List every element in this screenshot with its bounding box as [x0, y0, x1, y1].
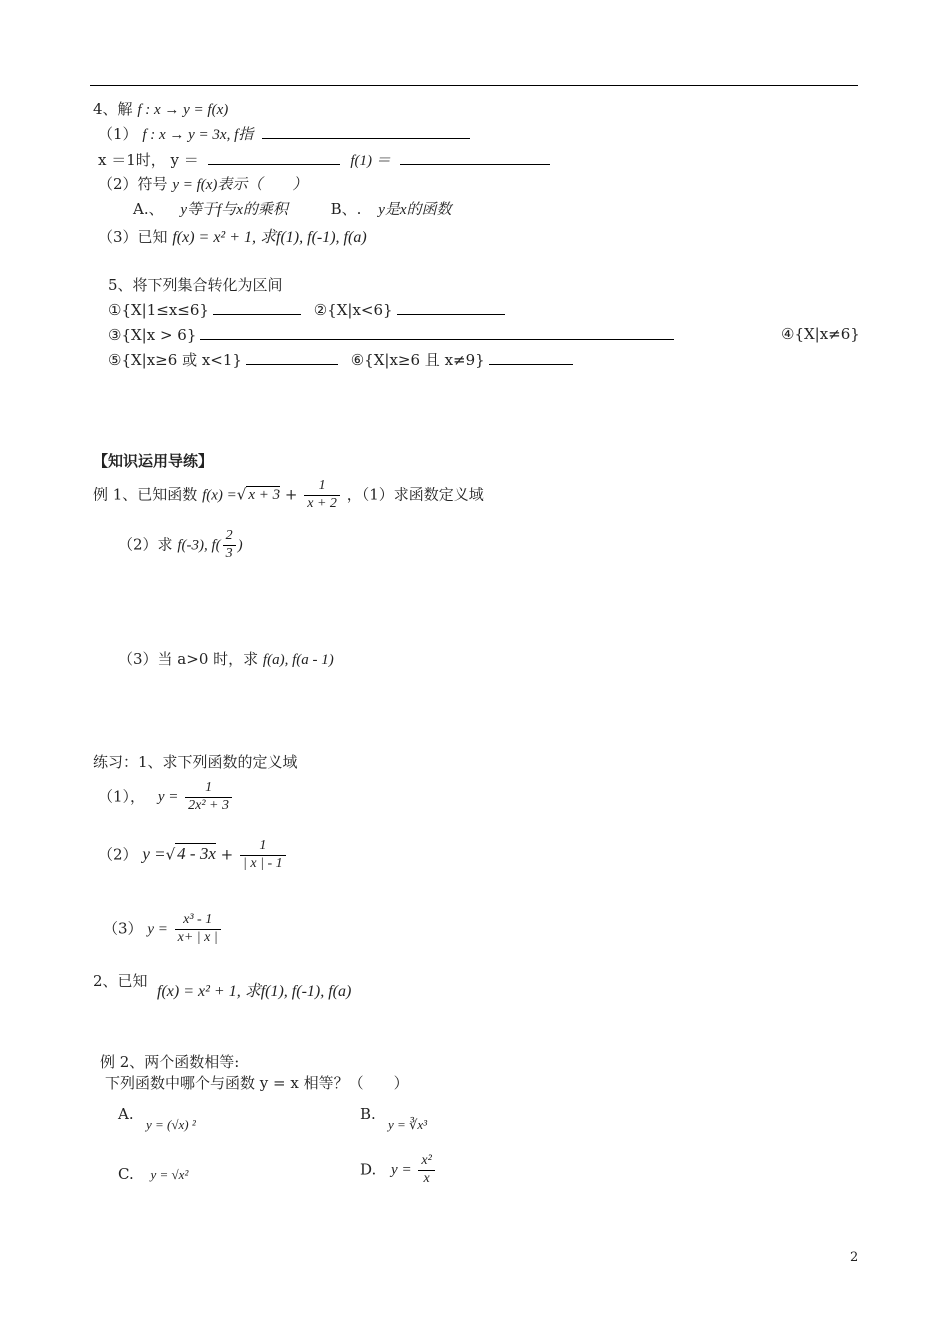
q4-part1: （1） f : x → y = 3x, f指: [98, 124, 470, 144]
q4-part2: （2）符号 y = f(x)表示（ ）: [98, 175, 308, 193]
ex2-title: 例 2、两个函数相等:: [100, 1053, 240, 1071]
q4-x1-row: x ＝1时， y ＝ f(1) ＝: [98, 150, 550, 170]
ex1-part2: （2）求 f(-3), f( $\frac{2}{3}$ ): [118, 528, 243, 561]
ex1-part3: （3）当 a>0 时，求 f(a), f(a - 1): [118, 650, 334, 668]
ex2-option-c: C. y = √x²: [118, 1165, 189, 1183]
ex1-statement: 例 1、已知函数 f(x) =√ x + 3 + $\frac{1}{x + 2}$ ，（1）求函数定义域: [93, 478, 484, 511]
fraction: $\frac{1}{| x | - 1}$: [240, 838, 286, 873]
ex2-option-a: A.: [118, 1105, 134, 1123]
fraction: $\frac{1}{\text{2x² + 3}}$: [185, 780, 232, 815]
ex2-question: 下列函数中哪个与函数 y = x 相等？（ ）: [105, 1074, 409, 1092]
answer-blank[interactable]: [200, 325, 674, 340]
answer-blank[interactable]: [246, 350, 338, 365]
fraction: $\frac{\text{x³ - 1}}{x+ | x |}$: [175, 912, 221, 947]
fraction: $\frac{1}{x + 2}$: [304, 478, 340, 513]
q4-part3: （3）已知 f(x) = x² + 1, 求f(1), f(-1), f(a): [98, 228, 367, 246]
q4-options: A.、 y等于f与x的乘积 B、. y是x的函数: [133, 200, 452, 218]
ex2-option-d: D. y = $\frac{\text{x²}}{x}$: [360, 1153, 437, 1188]
answer-blank[interactable]: [262, 124, 470, 139]
answer-blank[interactable]: [400, 150, 550, 165]
practice-p1: （1）， y = $\frac{1}{\text{2x² + 3}}$: [98, 780, 234, 815]
section-heading: 【知识运用导练】: [93, 452, 214, 470]
q5-title: 5、将下列集合转化为区间: [108, 276, 283, 294]
q5-item4: ④{X|x≠6}: [781, 325, 860, 343]
practice-p3: （3） y = $\frac{\text{x³ - 1}}{x+ | x |}$: [103, 912, 223, 947]
answer-blank[interactable]: [489, 350, 573, 365]
practice-q2-math: f(x) = x² + 1, 求f(1), f(-1), f(a): [157, 983, 352, 1000]
q5-row1: ①{X|1≤x≤6} ②{X|x<6}: [108, 300, 505, 319]
header-rule: [90, 85, 858, 86]
answer-blank[interactable]: [213, 300, 301, 315]
q4-title: 4、解 f : x → y = f(x): [93, 100, 229, 118]
fraction: $\frac{2}{3}$: [223, 528, 236, 563]
page-number: 2: [850, 1250, 859, 1265]
q5-row2: ③{X|x > 6}: [108, 325, 674, 344]
ex2-option-a-math: y = (√x) ²: [146, 1117, 196, 1132]
practice-q2-label: 2、已知: [93, 972, 148, 990]
sqrt-sign: √: [165, 845, 176, 864]
answer-blank[interactable]: [397, 300, 505, 315]
sqrt-sign: √: [236, 485, 247, 504]
ex2-option-b-math: y = ∛x³: [388, 1117, 427, 1132]
practice-title: 练习：1、求下列函数的定义域: [93, 753, 298, 771]
q5-row3: ⑤{X|x≥6 或 x<1} ⑥{X|x≥6 且 x≠9}: [108, 350, 573, 369]
practice-p2: （2） y =√ 4 - 3x + $\frac{1}{| x | - 1}$: [98, 838, 288, 873]
ex2-option-b: B.: [360, 1105, 376, 1123]
fraction: $\frac{\text{x²}}{x}$: [418, 1153, 434, 1188]
answer-blank[interactable]: [208, 150, 340, 165]
